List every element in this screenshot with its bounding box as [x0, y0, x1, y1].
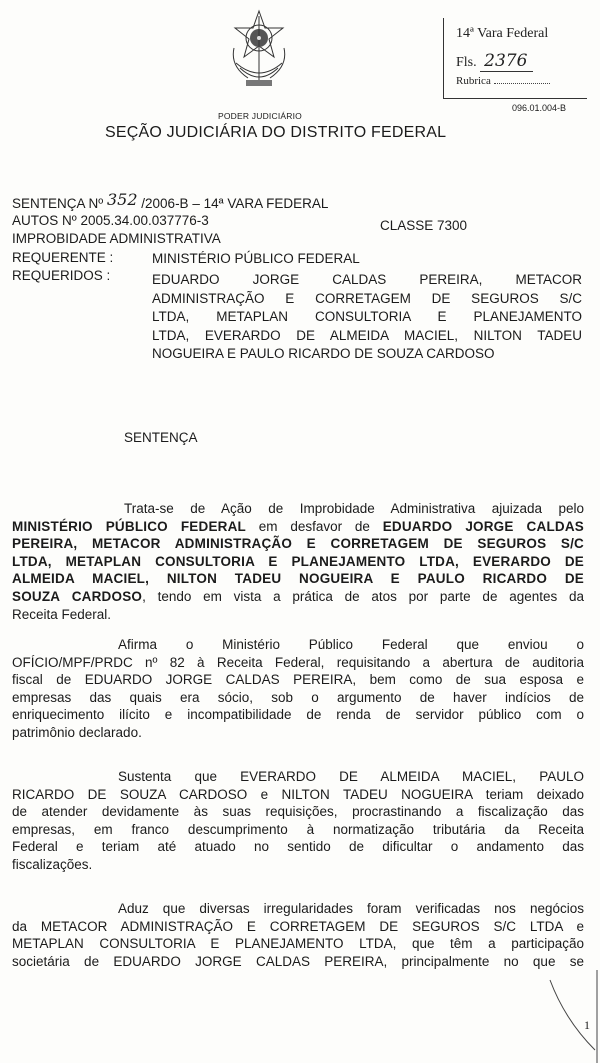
paragraph-1 — [12, 500, 584, 623]
paragraph-line: SOUZA CARDOSO, tendo em vista a prática de atos por parte de agentes da — [12, 588, 584, 604]
page-number: 1 — [584, 1018, 590, 1032]
stamp-rubrica — [456, 75, 550, 87]
protocol-stamp — [443, 18, 587, 99]
paragraph-4 — [12, 900, 584, 970]
document-code: 096.01.004-B — [512, 103, 567, 113]
margin-pen-stroke — [540, 960, 600, 1063]
stamp-fls — [456, 51, 533, 71]
paragraph-line: ALMEIDA MACIEL, NILTON TADEU NOGUEIRA E PAULO RICARDO DE — [12, 571, 584, 587]
sentenca-suffix: /2006-B – 14ª VARA FEDERAL — [141, 196, 329, 211]
classe-label: CLASSE 7300 — [380, 218, 468, 233]
subject-label: IMPROBIDADE ADMINISTRATIVA — [12, 231, 221, 246]
requerente-label: REQUERENTE : — [12, 250, 114, 265]
paragraph-2 — [12, 636, 584, 742]
poder-judiciario-label: PODER JUDICIÁRIO — [218, 111, 302, 121]
paragraph-line: da METACOR ADMINISTRAÇÃO E CORRETAGEM DE SEGUROS S/C LTDA e — [12, 918, 584, 934]
stamp-rubrica-label: Rubrica — [456, 75, 491, 87]
paragraph-line: Receita Federal. — [12, 606, 112, 622]
paragraph-line: de atender devidamente às suas requisições, procrastinando a fiscalização das — [12, 804, 584, 820]
requeridos-list — [152, 271, 582, 364]
paragraph-line: RICARDO DE SOUZA CARDOSO e NILTON TADEU NOGUEIRA teriam deixado — [12, 786, 584, 802]
paragraph-line: fiscalizações. — [12, 856, 93, 872]
paragraph-line: patrimônio declarado. — [12, 724, 142, 740]
paragraph-line: enriquecimento ilícito e incompatibilidade de renda de servidor público com o — [12, 707, 584, 723]
sentenca-heading: SENTENÇA — [124, 430, 198, 445]
paragraph-line: LTDA, METAPLAN CONSULTORIA E PLANEJAMENTO LTDA, EVERARDO DE — [12, 553, 584, 569]
paragraph-line: MINISTÉRIO PÚBLICO FEDERAL em desfavor de EDUARDO JORGE CALDAS — [12, 518, 585, 534]
paragraph-line: societária de EDUARDO JORGE CALDAS PEREIRA, principalmente no que se — [12, 953, 584, 969]
sentenca-handwritten-number: 352 — [106, 190, 138, 209]
paragraph-3 — [12, 768, 584, 874]
requerente-value: MINISTÉRIO PÚBLICO FEDERAL — [152, 251, 360, 266]
sentenca-prefix: SENTENÇA Nº — [12, 196, 104, 211]
requeridos-label: REQUERIDOS : — [12, 268, 111, 283]
autos-number: AUTOS Nº 2005.34.00.037776-3 — [12, 213, 209, 228]
paragraph-line: Aduz que diversas irregularidades foram verificadas nos negócios — [118, 901, 584, 916]
paragraph-line: METAPLAN CONSULTORIA E PLANEJAMENTO LTDA, que têm a participação — [12, 936, 584, 952]
paragraph-line: empresas, em franco descumprimento à normatização tributária da Receita — [12, 821, 584, 837]
requeridos-line: EDUARDO JORGE CALDAS PEREIRA, METACOR — [152, 272, 582, 287]
stamp-fls-handwritten-number: 2376 — [480, 51, 533, 72]
paragraph-line: PEREIRA, METACOR ADMINISTRAÇÃO E CORRETAGEM DE SEGUROS S/C — [12, 536, 584, 552]
paragraph-line: empresas das quais era sócio, sob o argumento de haver indícios de — [12, 689, 584, 705]
paragraph-line: OFÍCIO/MPF/PRDC nº 82 à Receita Federal, requisitando a abertura de auditoria — [12, 654, 584, 670]
coat-of-arms-emblem — [228, 8, 290, 108]
sentenca-number-line — [12, 190, 329, 212]
paragraph-line: fiscal de EDUARDO JORGE CALDAS PEREIRA, bem como de sua esposa e — [12, 672, 584, 688]
stamp-fls-label: Fls. — [456, 55, 477, 70]
paragraph-line: Sustenta que EVERARDO DE ALMEIDA MACIEL, PAULO — [118, 769, 584, 784]
secao-judiciaria-title: SEÇÃO JUDICIÁRIA DO DISTRITO FEDERAL — [105, 124, 447, 141]
stamp-vara: 14ª Vara Federal — [456, 26, 549, 41]
paragraph-line: Federal e teriam até atuado no sentido de dificultar o andamento das — [12, 839, 584, 855]
requeridos-line: LTDA, METAPLAN CONSULTORIA E PLANEJAMENTO — [152, 309, 582, 324]
paragraph-line: Trata-se de Ação de Improbidade Administrativa ajuizada pelo — [124, 501, 584, 516]
requeridos-line: ADMINISTRAÇÃO E CORRETAGEM DE SEGUROS S/C — [152, 290, 582, 306]
requeridos-line: LTDA, EVERARDO DE ALMEIDA MACIEL, NILTON TADEU — [152, 327, 582, 343]
requeridos-line: NOGUEIRA E PAULO RICARDO DE SOUZA CARDOSO — [152, 346, 495, 361]
paragraph-line: Afirma o Ministério Público Federal que enviou o — [118, 637, 584, 652]
